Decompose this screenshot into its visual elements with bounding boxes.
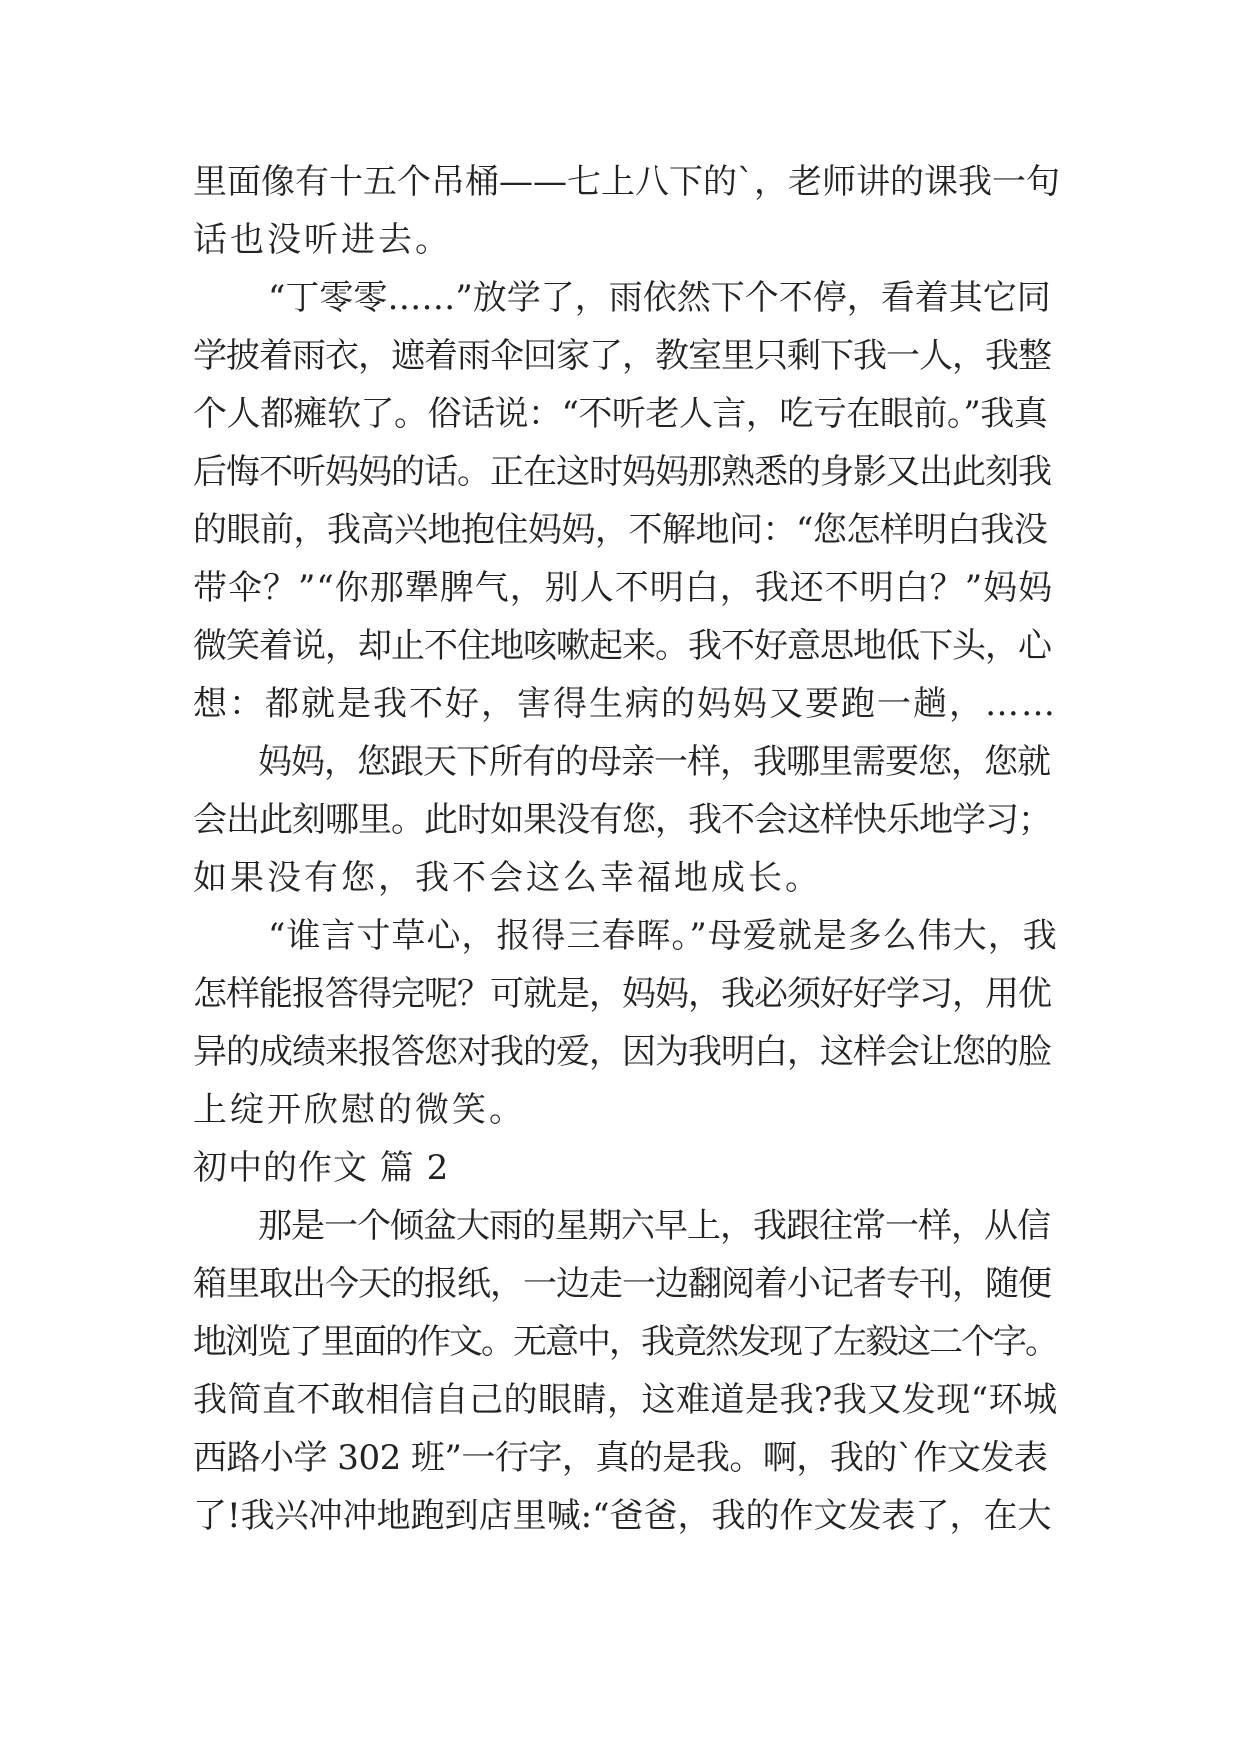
text-line: 西路小学 302 班”一行字，真的是我。啊，我的`作文发表 <box>193 1438 1048 1478</box>
text-line: 了!我兴冲冲地跑到店里喊:“爸爸，我的作文发表了，在大 <box>193 1496 1052 1536</box>
paragraph-first-line: “丁零零……”放学了，雨依然下个不停，看着其它同 <box>268 278 1051 318</box>
text-line: 上绽开欣慰的微笑。 <box>193 1090 526 1130</box>
section-heading: 初中的作文 篇 2 <box>193 1148 450 1188</box>
text-line: 后悔不听妈妈的话。正在这时妈妈那熟悉的身影又出此刻我 <box>193 452 1051 492</box>
text-line: 箱里取出今天的报纸，一边走一边翻阅着小记者专刊，随便 <box>193 1264 1051 1304</box>
paragraph-first-line: “谁言寸草心，报得三春晖。”母爱就是多么伟大，我 <box>268 916 1058 956</box>
text-line: 怎样能报答得完呢？可就是，妈妈，我必须好好学习，用优 <box>193 974 1051 1014</box>
text-line: 异的成绩来报答您对我的爱，因为我明白，这样会让您的脸 <box>193 1032 1051 1072</box>
text-line: 地浏览了里面的作文。无意中，我竟然发现了左毅这二个字。 <box>193 1322 1057 1362</box>
text-line: 会出此刻哪里。此时如果没有您，我不会这样快乐地学习； <box>193 800 1051 840</box>
text-line: 的眼前，我高兴地抱住妈妈，不解地问：“您怎样明白我没 <box>193 510 1048 550</box>
text-line: 学披着雨衣，遮着雨伞回家了，教室里只剩下我一人，我整 <box>193 336 1051 376</box>
text-line: 里面像有十五个吊桶——七上八下的`，老师讲的课我一句 <box>193 162 1060 202</box>
text-line: 个人都瘫软了。俗话说：“不听老人言，吃亏在眼前。”我真 <box>193 394 1048 434</box>
paragraph-first-line: 那是一个倾盆大雨的星期六早上，我跟往常一样，从信 <box>258 1206 1050 1246</box>
paragraph-first-line: 妈妈，您跟天下所有的母亲一样，我哪里需要您，您就 <box>258 742 1050 782</box>
text-line: 微笑着说，却止不住地咳嗽起来。我不好意思地低下头，心 <box>193 626 1051 666</box>
text-line: 如果没有您，我不会这么幸福地成长。 <box>193 858 822 898</box>
text-line: 想：都就是我不好，害得生病的妈妈又要跑一趟，…… <box>193 684 1057 724</box>
text-line: 话也没听进去。 <box>193 220 452 260</box>
text-line: 我简直不敢相信自己的眼睛，这难道是我?我又发现“环城 <box>193 1380 1058 1420</box>
text-line: 带伞？”“你那犟脾气，别人不明白，我还不明白？”妈妈 <box>193 568 1054 608</box>
